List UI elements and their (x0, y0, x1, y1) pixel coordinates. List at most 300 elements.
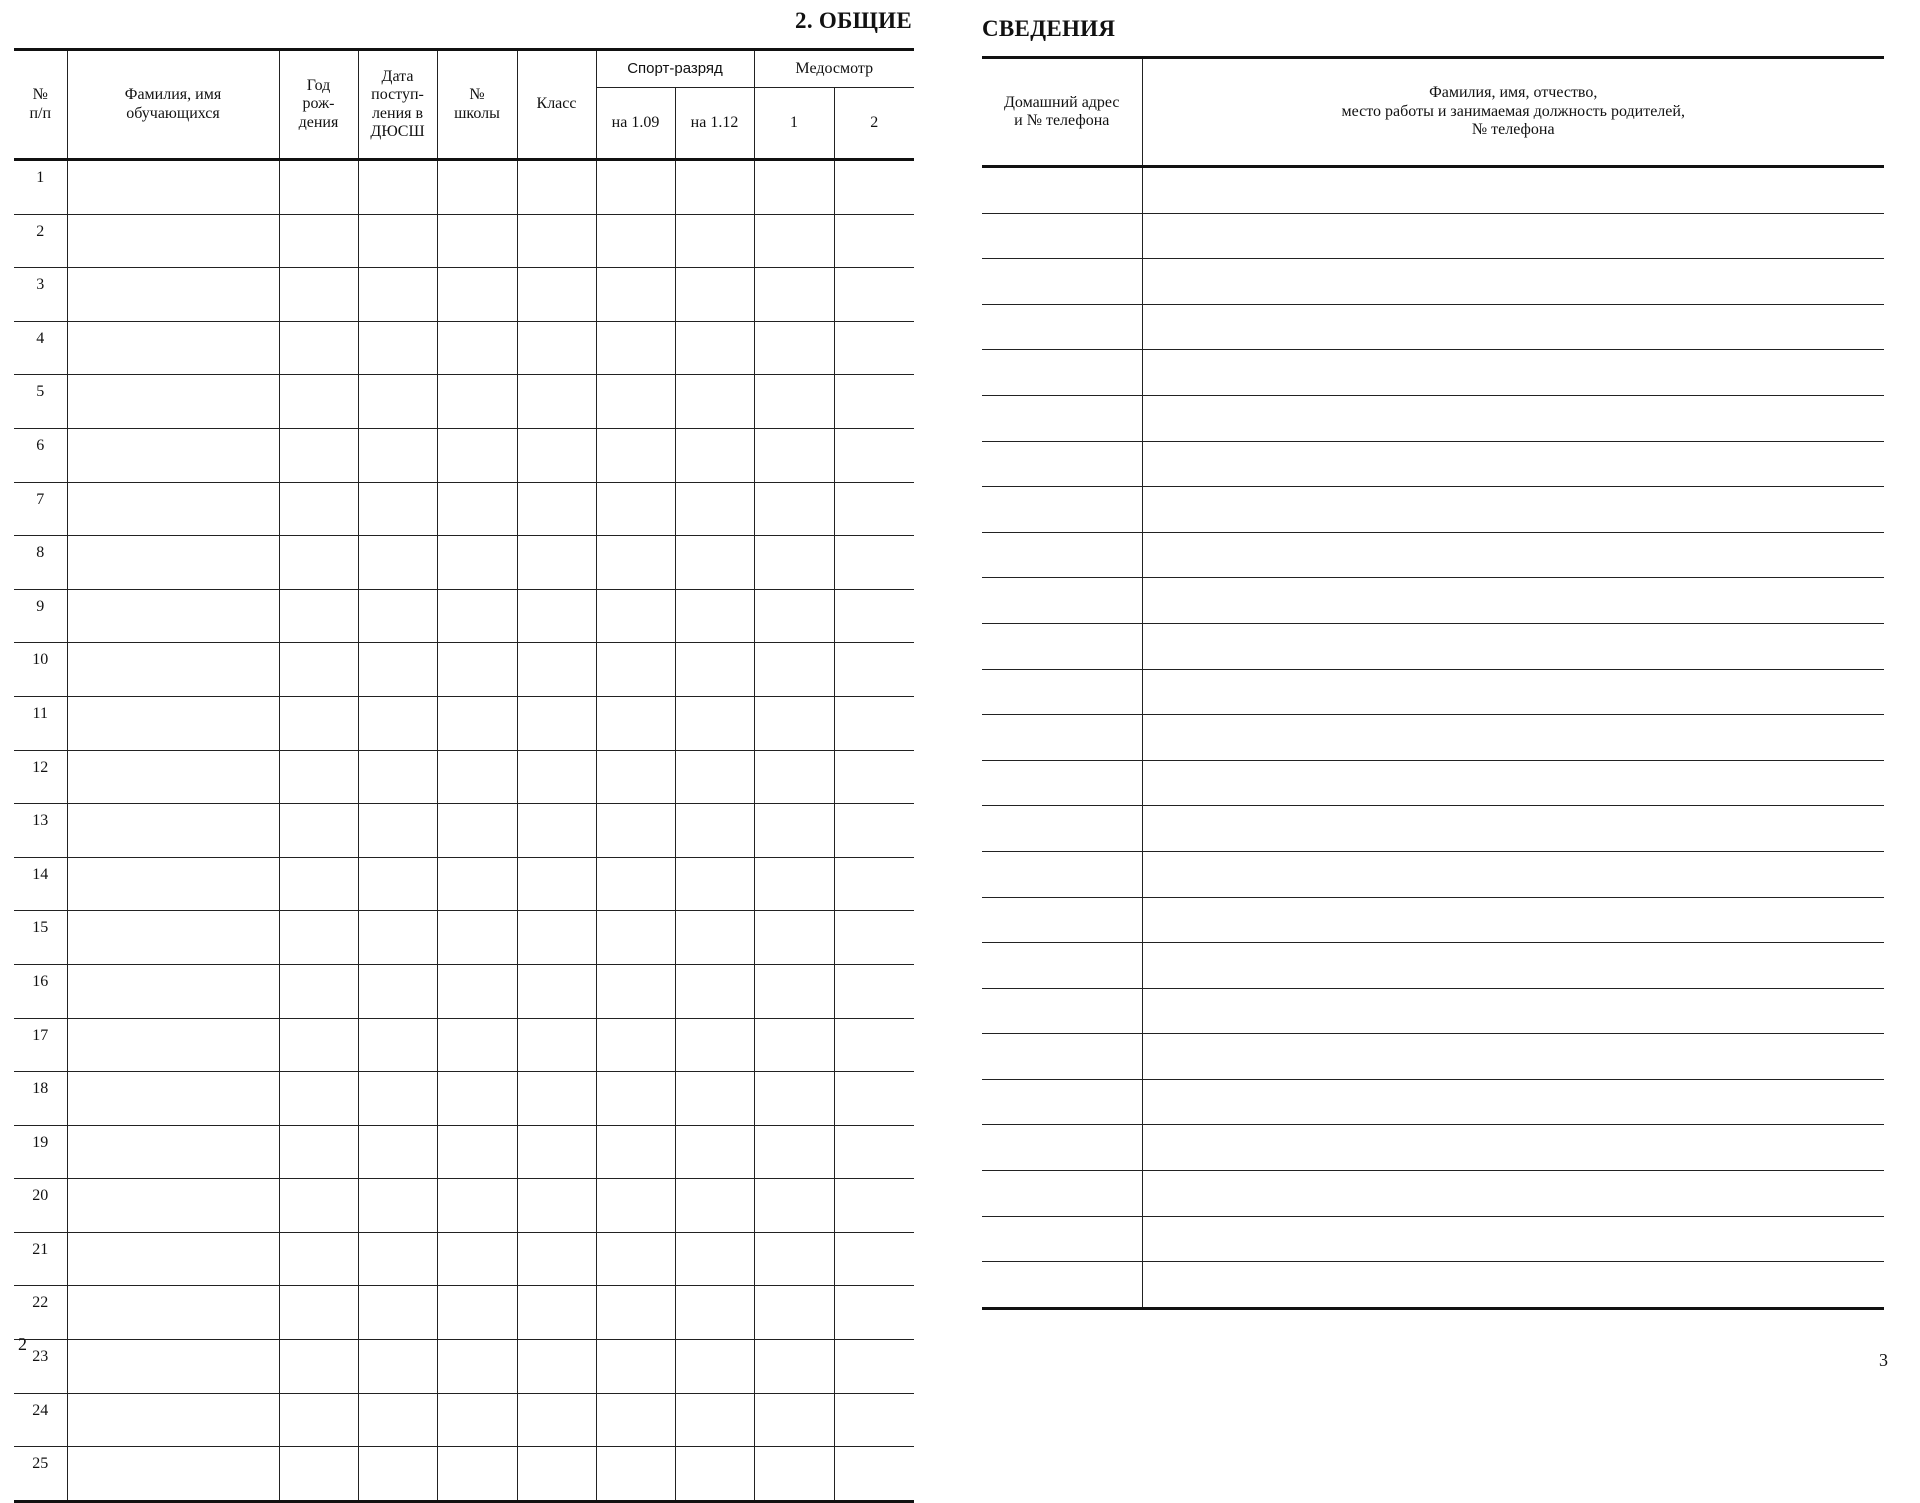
cell-name[interactable] (67, 1018, 279, 1072)
cell-parents[interactable] (1142, 760, 1884, 806)
cell-birth-year[interactable] (279, 1072, 358, 1126)
cell-birth-year[interactable] (279, 268, 358, 322)
cell-class[interactable] (517, 482, 596, 536)
cell-class[interactable] (517, 268, 596, 322)
cell-medical-1[interactable] (754, 214, 834, 268)
cell-medical-2[interactable] (834, 1340, 914, 1394)
cell-address[interactable] (982, 395, 1142, 441)
cell-birth-year[interactable] (279, 964, 358, 1018)
cell-sport-rank-sep[interactable] (596, 804, 675, 858)
cell-birth-year[interactable] (279, 214, 358, 268)
cell-school-number[interactable] (437, 696, 517, 750)
cell-name[interactable] (67, 750, 279, 804)
cell-school-number[interactable] (437, 428, 517, 482)
cell-enrollment-date[interactable] (358, 964, 437, 1018)
cell-medical-2[interactable] (834, 160, 914, 215)
cell-class[interactable] (517, 964, 596, 1018)
cell-sport-rank-dec[interactable] (675, 643, 754, 697)
cell-address[interactable] (982, 441, 1142, 487)
cell-birth-year[interactable] (279, 375, 358, 429)
cell-enrollment-date[interactable] (358, 1447, 437, 1502)
cell-enrollment-date[interactable] (358, 268, 437, 322)
cell-sport-rank-sep[interactable] (596, 1447, 675, 1502)
cell-enrollment-date[interactable] (358, 911, 437, 965)
cell-sport-rank-sep[interactable] (596, 1018, 675, 1072)
cell-class[interactable] (517, 1393, 596, 1447)
cell-sport-rank-sep[interactable] (596, 1179, 675, 1233)
cell-school-number[interactable] (437, 857, 517, 911)
table-row (982, 259, 1884, 305)
cell-medical-2[interactable] (834, 1232, 914, 1286)
cell-medical-1[interactable] (754, 321, 834, 375)
cell-school-number[interactable] (437, 589, 517, 643)
cell-birth-year[interactable] (279, 804, 358, 858)
cell-sport-rank-sep[interactable] (596, 321, 675, 375)
cell-sport-rank-dec[interactable] (675, 1179, 754, 1233)
cell-address[interactable] (982, 487, 1142, 533)
cell-school-number[interactable] (437, 482, 517, 536)
cell-sport-rank-dec[interactable] (675, 1072, 754, 1126)
cell-sport-rank-dec[interactable] (675, 911, 754, 965)
cell-medical-2[interactable] (834, 482, 914, 536)
cell-name[interactable] (67, 857, 279, 911)
cell-school-number[interactable] (437, 1125, 517, 1179)
cell-medical-2[interactable] (834, 536, 914, 590)
cell-medical-1[interactable] (754, 1125, 834, 1179)
cell-parents[interactable] (1142, 395, 1884, 441)
cell-medical-1[interactable] (754, 804, 834, 858)
cell-name[interactable] (67, 911, 279, 965)
table-row (982, 1034, 1884, 1080)
cell-address[interactable] (982, 851, 1142, 897)
cell-class[interactable] (517, 160, 596, 215)
cell-sport-rank-dec[interactable] (675, 1125, 754, 1179)
cell-address[interactable] (982, 897, 1142, 943)
cell-sport-rank-dec[interactable] (675, 1018, 754, 1072)
cell-school-number[interactable] (437, 1232, 517, 1286)
cell-class[interactable] (517, 321, 596, 375)
cell-medical-1[interactable] (754, 482, 834, 536)
cell-sport-rank-dec[interactable] (675, 160, 754, 215)
cell-enrollment-date[interactable] (358, 589, 437, 643)
cell-medical-1[interactable] (754, 375, 834, 429)
table-row (982, 578, 1884, 624)
cell-school-number[interactable] (437, 1393, 517, 1447)
cell-medical-2[interactable] (834, 1018, 914, 1072)
cell-medical-2[interactable] (834, 1286, 914, 1340)
cell-sport-rank-sep[interactable] (596, 1286, 675, 1340)
cell-address[interactable] (982, 259, 1142, 305)
cell-class[interactable] (517, 750, 596, 804)
cell-address[interactable] (982, 167, 1142, 214)
cell-birth-year[interactable] (279, 482, 358, 536)
cell-enrollment-date[interactable] (358, 750, 437, 804)
cell-enrollment-date[interactable] (358, 428, 437, 482)
cell-school-number[interactable] (437, 321, 517, 375)
cell-class[interactable] (517, 696, 596, 750)
cell-sport-rank-sep[interactable] (596, 643, 675, 697)
cell-medical-2[interactable] (834, 321, 914, 375)
cell-enrollment-date[interactable] (358, 1393, 437, 1447)
cell-enrollment-date[interactable] (358, 375, 437, 429)
cell-medical-2[interactable] (834, 214, 914, 268)
cell-address[interactable] (982, 760, 1142, 806)
cell-name[interactable] (67, 589, 279, 643)
cell-school-number[interactable] (437, 1018, 517, 1072)
cell-medical-1[interactable] (754, 589, 834, 643)
cell-class[interactable] (517, 428, 596, 482)
cell-school-number[interactable] (437, 1340, 517, 1394)
cell-name[interactable] (67, 1393, 279, 1447)
cell-medical-2[interactable] (834, 1447, 914, 1502)
cell-class[interactable] (517, 589, 596, 643)
cell-medical-1[interactable] (754, 750, 834, 804)
cell-enrollment-date[interactable] (358, 1018, 437, 1072)
cell-address[interactable] (982, 1262, 1142, 1309)
cell-school-number[interactable] (437, 375, 517, 429)
cell-school-number[interactable] (437, 268, 517, 322)
cell-medical-1[interactable] (754, 643, 834, 697)
row-number: 4 (14, 321, 67, 375)
cell-enrollment-date[interactable] (358, 482, 437, 536)
header-class: Класс (517, 50, 596, 160)
cell-class[interactable] (517, 1179, 596, 1233)
cell-sport-rank-sep[interactable] (596, 482, 675, 536)
cell-sport-rank-sep[interactable] (596, 750, 675, 804)
cell-name[interactable] (67, 1286, 279, 1340)
cell-medical-2[interactable] (834, 911, 914, 965)
cell-class[interactable] (517, 857, 596, 911)
cell-sport-rank-sep[interactable] (596, 1340, 675, 1394)
cell-address[interactable] (982, 1034, 1142, 1080)
cell-sport-rank-dec[interactable] (675, 696, 754, 750)
cell-medical-1[interactable] (754, 160, 834, 215)
row-number: 13 (14, 804, 67, 858)
cell-birth-year[interactable] (279, 750, 358, 804)
row-number: 7 (14, 482, 67, 536)
cell-medical-1[interactable] (754, 1232, 834, 1286)
cell-class[interactable] (517, 214, 596, 268)
cell-parents[interactable] (1142, 441, 1884, 487)
cell-school-number[interactable] (437, 214, 517, 268)
cell-sport-rank-sep[interactable] (596, 268, 675, 322)
cell-parents[interactable] (1142, 304, 1884, 350)
cell-address[interactable] (982, 350, 1142, 396)
cell-school-number[interactable] (437, 536, 517, 590)
table-row (982, 213, 1884, 259)
cell-sport-rank-sep[interactable] (596, 1393, 675, 1447)
cell-school-number[interactable] (437, 1072, 517, 1126)
cell-class[interactable] (517, 1125, 596, 1179)
cell-parents[interactable] (1142, 1079, 1884, 1125)
cell-birth-year[interactable] (279, 1286, 358, 1340)
cell-medical-2[interactable] (834, 1393, 914, 1447)
cell-parents[interactable] (1142, 1171, 1884, 1217)
row-number: 12 (14, 750, 67, 804)
cell-enrollment-date[interactable] (358, 643, 437, 697)
cell-school-number[interactable] (437, 964, 517, 1018)
cell-birth-year[interactable] (279, 1125, 358, 1179)
cell-medical-2[interactable] (834, 964, 914, 1018)
cell-name[interactable] (67, 536, 279, 590)
cell-enrollment-date[interactable] (358, 1340, 437, 1394)
cell-medical-1[interactable] (754, 1340, 834, 1394)
cell-address[interactable] (982, 1125, 1142, 1171)
cell-name[interactable] (67, 804, 279, 858)
cell-medical-1[interactable] (754, 911, 834, 965)
cell-enrollment-date[interactable] (358, 804, 437, 858)
cell-medical-1[interactable] (754, 964, 834, 1018)
cell-sport-rank-dec[interactable] (675, 804, 754, 858)
parents-table-body (982, 167, 1884, 1309)
header-medical: Медосмотр (754, 50, 914, 88)
cell-medical-1[interactable] (754, 1072, 834, 1126)
cell-name[interactable] (67, 375, 279, 429)
cell-sport-rank-dec[interactable] (675, 964, 754, 1018)
left-section-title: 2. ОБЩИЕ (795, 8, 912, 33)
cell-sport-rank-dec[interactable] (675, 1340, 754, 1394)
cell-parents[interactable] (1142, 259, 1884, 305)
cell-parents[interactable] (1142, 623, 1884, 669)
cell-enrollment-date[interactable] (358, 1286, 437, 1340)
cell-enrollment-date[interactable] (358, 1072, 437, 1126)
cell-name[interactable] (67, 1179, 279, 1233)
cell-enrollment-date[interactable] (358, 1179, 437, 1233)
cell-medical-1[interactable] (754, 1179, 834, 1233)
cell-school-number[interactable] (437, 643, 517, 697)
cell-parents[interactable] (1142, 487, 1884, 533)
cell-birth-year[interactable] (279, 160, 358, 215)
cell-birth-year[interactable] (279, 1393, 358, 1447)
cell-class[interactable] (517, 1232, 596, 1286)
cell-name[interactable] (67, 1125, 279, 1179)
cell-medical-2[interactable] (834, 643, 914, 697)
cell-school-number[interactable] (437, 1286, 517, 1340)
cell-parents[interactable] (1142, 897, 1884, 943)
table-row (14, 321, 914, 375)
cell-sport-rank-sep[interactable] (596, 1232, 675, 1286)
cell-parents[interactable] (1142, 532, 1884, 578)
cell-address[interactable] (982, 1216, 1142, 1262)
students-table (14, 48, 914, 1503)
cell-sport-rank-sep[interactable] (596, 428, 675, 482)
table-row (982, 1079, 1884, 1125)
table-row (982, 669, 1884, 715)
cell-enrollment-date[interactable] (358, 696, 437, 750)
cell-name[interactable] (67, 643, 279, 697)
cell-class[interactable] (517, 536, 596, 590)
cell-name[interactable] (67, 160, 279, 215)
cell-sport-rank-sep[interactable] (596, 536, 675, 590)
cell-medical-1[interactable] (754, 1393, 834, 1447)
cell-medical-1[interactable] (754, 428, 834, 482)
cell-name[interactable] (67, 696, 279, 750)
cell-name[interactable] (67, 1232, 279, 1286)
cell-sport-rank-sep[interactable] (596, 1125, 675, 1179)
cell-address[interactable] (982, 623, 1142, 669)
cell-birth-year[interactable] (279, 589, 358, 643)
cell-sport-rank-dec[interactable] (675, 375, 754, 429)
cell-birth-year[interactable] (279, 643, 358, 697)
cell-birth-year[interactable] (279, 1232, 358, 1286)
page-number-left: 2 (18, 1334, 27, 1354)
cell-enrollment-date[interactable] (358, 1232, 437, 1286)
cell-medical-2[interactable] (834, 1125, 914, 1179)
cell-medical-1[interactable] (754, 536, 834, 590)
cell-parents[interactable] (1142, 1262, 1884, 1309)
cell-parents[interactable] (1142, 669, 1884, 715)
cell-sport-rank-sep[interactable] (596, 160, 675, 215)
cell-address[interactable] (982, 1079, 1142, 1125)
cell-sport-rank-sep[interactable] (596, 214, 675, 268)
cell-birth-year[interactable] (279, 428, 358, 482)
cell-address[interactable] (982, 532, 1142, 578)
header-birth-year: Год рож- дения (279, 50, 358, 160)
cell-birth-year[interactable] (279, 1447, 358, 1502)
cell-medical-2[interactable] (834, 804, 914, 858)
cell-parents[interactable] (1142, 806, 1884, 852)
cell-sport-rank-dec[interactable] (675, 1232, 754, 1286)
cell-school-number[interactable] (437, 750, 517, 804)
cell-parents[interactable] (1142, 715, 1884, 761)
cell-sport-rank-sep[interactable] (596, 857, 675, 911)
cell-school-number[interactable] (437, 160, 517, 215)
cell-medical-2[interactable] (834, 428, 914, 482)
cell-birth-year[interactable] (279, 1179, 358, 1233)
cell-address[interactable] (982, 806, 1142, 852)
cell-sport-rank-dec[interactable] (675, 268, 754, 322)
cell-sport-rank-dec[interactable] (675, 1286, 754, 1340)
cell-address[interactable] (982, 988, 1142, 1034)
cell-address[interactable] (982, 578, 1142, 624)
cell-class[interactable] (517, 1447, 596, 1502)
cell-parents[interactable] (1142, 167, 1884, 214)
cell-name[interactable] (67, 1447, 279, 1502)
cell-enrollment-date[interactable] (358, 214, 437, 268)
cell-sport-rank-sep[interactable] (596, 696, 675, 750)
cell-medical-1[interactable] (754, 1286, 834, 1340)
cell-school-number[interactable] (437, 804, 517, 858)
cell-sport-rank-dec[interactable] (675, 1447, 754, 1502)
cell-name[interactable] (67, 964, 279, 1018)
cell-enrollment-date[interactable] (358, 321, 437, 375)
cell-name[interactable] (67, 482, 279, 536)
cell-name[interactable] (67, 268, 279, 322)
cell-sport-rank-dec[interactable] (675, 321, 754, 375)
cell-address[interactable] (982, 1171, 1142, 1217)
cell-medical-2[interactable] (834, 696, 914, 750)
cell-parents[interactable] (1142, 1125, 1884, 1171)
cell-medical-2[interactable] (834, 1179, 914, 1233)
header-medical-1: 1 (754, 88, 834, 160)
cell-medical-2[interactable] (834, 1072, 914, 1126)
cell-birth-year[interactable] (279, 1018, 358, 1072)
cell-school-number[interactable] (437, 911, 517, 965)
cell-medical-1[interactable] (754, 1447, 834, 1502)
cell-sport-rank-dec[interactable] (675, 589, 754, 643)
cell-name[interactable] (67, 1072, 279, 1126)
cell-medical-1[interactable] (754, 857, 834, 911)
cell-medical-1[interactable] (754, 696, 834, 750)
cell-name[interactable] (67, 214, 279, 268)
row-number: 22 (14, 1286, 67, 1340)
cell-birth-year[interactable] (279, 1340, 358, 1394)
cell-address[interactable] (982, 669, 1142, 715)
table-row (14, 1018, 914, 1072)
cell-sport-rank-sep[interactable] (596, 589, 675, 643)
row-number: 9 (14, 589, 67, 643)
cell-address[interactable] (982, 715, 1142, 761)
cell-class[interactable] (517, 1340, 596, 1394)
cell-sport-rank-dec[interactable] (675, 1393, 754, 1447)
cell-parents[interactable] (1142, 1034, 1884, 1080)
cell-parents[interactable] (1142, 943, 1884, 989)
cell-parents[interactable] (1142, 851, 1884, 897)
cell-address[interactable] (982, 943, 1142, 989)
cell-name[interactable] (67, 428, 279, 482)
cell-name[interactable] (67, 1340, 279, 1394)
cell-class[interactable] (517, 1072, 596, 1126)
cell-parents[interactable] (1142, 1216, 1884, 1262)
cell-parents[interactable] (1142, 578, 1884, 624)
cell-sport-rank-sep[interactable] (596, 375, 675, 429)
cell-birth-year[interactable] (279, 321, 358, 375)
cell-medical-2[interactable] (834, 375, 914, 429)
cell-birth-year[interactable] (279, 696, 358, 750)
cell-sport-rank-dec[interactable] (675, 857, 754, 911)
cell-enrollment-date[interactable] (358, 1125, 437, 1179)
cell-birth-year[interactable] (279, 911, 358, 965)
cell-sport-rank-dec[interactable] (675, 536, 754, 590)
cell-parents[interactable] (1142, 988, 1884, 1034)
cell-medical-1[interactable] (754, 1018, 834, 1072)
cell-class[interactable] (517, 643, 596, 697)
cell-sport-rank-sep[interactable] (596, 964, 675, 1018)
cell-sport-rank-dec[interactable] (675, 428, 754, 482)
cell-medical-1[interactable] (754, 268, 834, 322)
cell-medical-2[interactable] (834, 268, 914, 322)
cell-parents[interactable] (1142, 350, 1884, 396)
cell-class[interactable] (517, 375, 596, 429)
cell-address[interactable] (982, 304, 1142, 350)
cell-enrollment-date[interactable] (358, 536, 437, 590)
table-row (14, 160, 914, 215)
cell-sport-rank-sep[interactable] (596, 1072, 675, 1126)
cell-school-number[interactable] (437, 1179, 517, 1233)
cell-enrollment-date[interactable] (358, 160, 437, 215)
cell-address[interactable] (982, 213, 1142, 259)
cell-class[interactable] (517, 1018, 596, 1072)
cell-sport-rank-dec[interactable] (675, 214, 754, 268)
cell-school-number[interactable] (437, 1447, 517, 1502)
cell-class[interactable] (517, 804, 596, 858)
cell-birth-year[interactable] (279, 857, 358, 911)
cell-medical-2[interactable] (834, 857, 914, 911)
cell-birth-year[interactable] (279, 536, 358, 590)
cell-name[interactable] (67, 321, 279, 375)
cell-enrollment-date[interactable] (358, 857, 437, 911)
cell-sport-rank-sep[interactable] (596, 911, 675, 965)
table-row (982, 532, 1884, 578)
cell-medical-2[interactable] (834, 750, 914, 804)
table-row (14, 696, 914, 750)
cell-parents[interactable] (1142, 213, 1884, 259)
cell-class[interactable] (517, 1286, 596, 1340)
cell-sport-rank-dec[interactable] (675, 482, 754, 536)
cell-sport-rank-dec[interactable] (675, 750, 754, 804)
cell-medical-2[interactable] (834, 589, 914, 643)
cell-class[interactable] (517, 911, 596, 965)
